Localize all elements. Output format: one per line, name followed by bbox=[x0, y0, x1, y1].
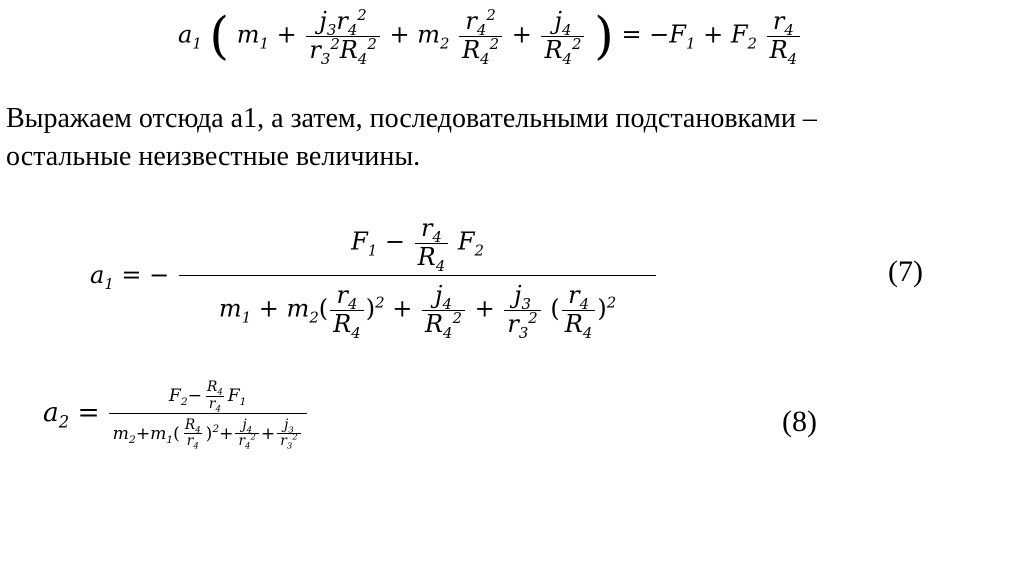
equation-a2: $a_2$ = $F_2-$ $\frac{R_4}{r_4}$ $F_1$ $m_2+m_1$( $\frac{R_4}{r_4}$ )$^2$+ $\frac{j_4}{r_4^2}$ + $\frac{j_3}{r_3^2}$ bbox=[43, 380, 309, 450]
equation-a1: $a_1$ = − $F_1$ − $\frac{r_4}{R_4}$ $F_2$ $m_1 + m_2$( $\frac{r_4}{R_4}$ )$^2$ + $\frac{j_4}{R_4^2}$ + $\frac{j_3}{r_3^2}$ ( $\frac{r_4}{R_4}$ )$^2$ bbox=[90, 215, 658, 338]
fraction-r4-R4: $\frac{r_4}{R_4}$ bbox=[767, 8, 801, 64]
explanation-paragraph bbox=[6, 100, 817, 176]
fraction-a1: $F_1$ − $\frac{r_4}{R_4}$ $F_2$ $m_1 + m_2$( $\frac{r_4}{R_4}$ )$^2$ + $\frac{j_4}{R_4^2}$ + $\frac{j_3}{r_3^2}$ ( $\frac{r_4}{R_4}$ )$^2$ bbox=[179, 215, 656, 338]
equation-number-8: (8) bbox=[782, 405, 817, 438]
equation-motion: $a_1$ ( $m_1$ + $\frac{j_3r_4^2}{r_3^2R_4^2}$ + $m_2$ $\frac{r_4^2}{R_4^2}$ + $\frac{j_4}{R_4^2}$ ) = $-F_1 + F_2$ $\frac{r_4}{R_4}$ bbox=[178, 8, 802, 64]
fraction-j3: $\frac{j_3r_4^2}{r_3^2R_4^2}$ bbox=[306, 8, 379, 64]
fraction-r4-sq: $\frac{r_4^2}{R_4^2}$ bbox=[459, 8, 502, 64]
right-paren: ) bbox=[594, 5, 614, 65]
paragraph-line-2: остальные неизвестные величины. bbox=[6, 141, 421, 172]
paragraph-line-1: Выражаем отсюда а1, а затем, последовательными подстановками – bbox=[6, 103, 817, 134]
equation-number-7: (7) bbox=[888, 255, 923, 288]
fraction-j4: $\frac{j_4}{R_4^2}$ bbox=[541, 8, 584, 64]
left-paren: ( bbox=[209, 5, 230, 65]
fraction-a2: $F_2-$ $\frac{R_4}{r_4}$ $F_1$ $m_2+m_1$( $\frac{R_4}{r_4}$ )$^2$+ $\frac{j_4}{r_4^2}$ + $\frac{j_3}{r_3^2}$ bbox=[109, 380, 307, 450]
